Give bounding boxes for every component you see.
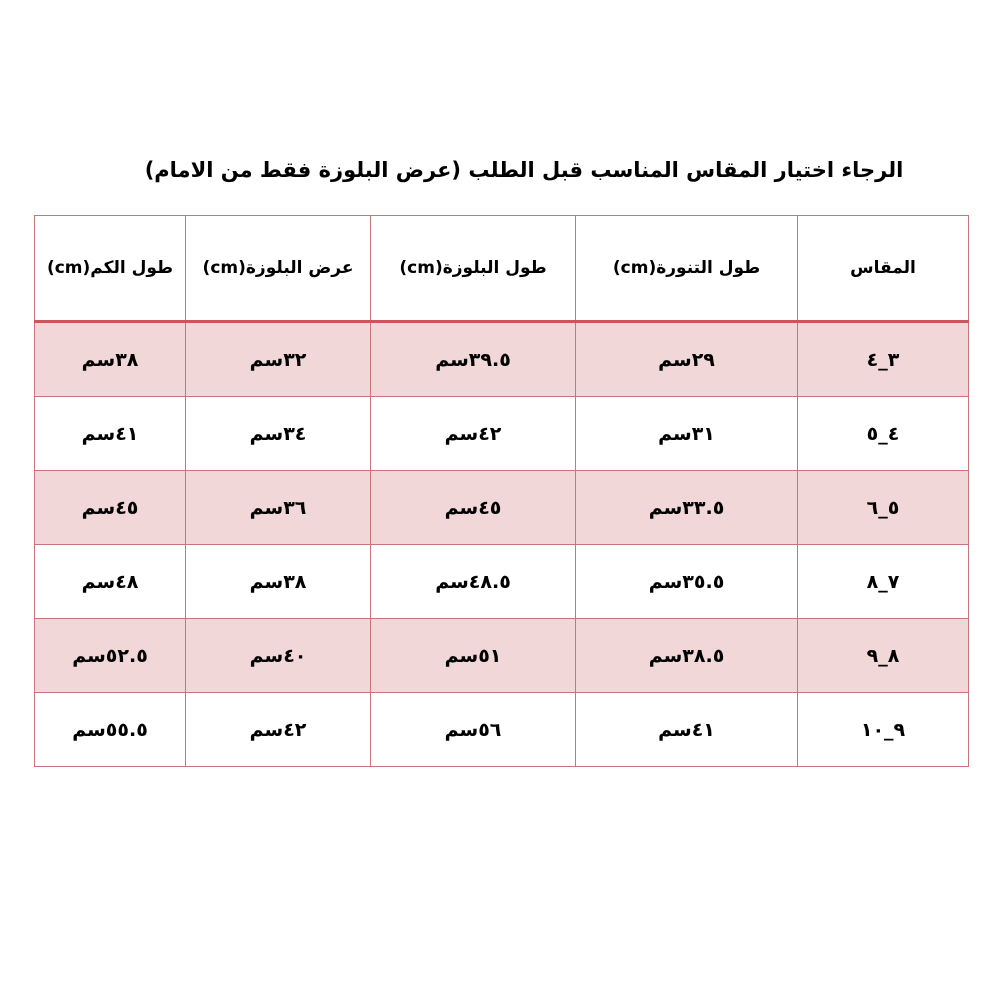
skirt-length-cell: ٣١سم xyxy=(576,397,798,471)
sleeve-length-cell: ٤٥سم xyxy=(35,471,186,545)
blouse-length-cell: ٤٥سم xyxy=(371,471,576,545)
blouse-width-cell: ٤٢سم xyxy=(186,693,371,767)
header-row xyxy=(35,216,969,322)
sleeve-length-cell: ٥٥.٥سم xyxy=(35,693,186,767)
sleeve-length-cell: ٣٨سم xyxy=(35,322,186,397)
header-blouse-length: طول البلوزة(cm) xyxy=(371,216,576,322)
page-title: الرجاء اختيار المقاس المناسب قبل الطلب (عرض البلوزة فقط من الامام) xyxy=(144,158,904,182)
table-row xyxy=(35,397,969,471)
skirt-length-cell: ٢٩سم xyxy=(576,322,798,397)
table-row xyxy=(35,619,969,693)
table-row xyxy=(35,322,969,397)
skirt-length-cell: ٣٣.٥سم xyxy=(576,471,798,545)
skirt-length-cell: ٣٨.٥سم xyxy=(576,619,798,693)
blouse-length-cell: ٥٦سم xyxy=(371,693,576,767)
header-blouse-width: عرض البلوزة(cm) xyxy=(186,216,371,322)
table-header xyxy=(35,216,969,322)
sleeve-length-cell: ٤١سم xyxy=(35,397,186,471)
header-skirt-length: طول التنورة(cm) xyxy=(576,216,798,322)
blouse-width-cell: ٤٠سم xyxy=(186,619,371,693)
header-size: المقاس xyxy=(798,216,969,322)
size-cell: ٥_٦ xyxy=(798,471,969,545)
table-row xyxy=(35,471,969,545)
sleeve-length-cell: ٥٢.٥سم xyxy=(35,619,186,693)
blouse-width-cell: ٣٤سم xyxy=(186,397,371,471)
size-chart-table xyxy=(34,215,969,767)
blouse-length-cell: ٤٨.٥سم xyxy=(371,545,576,619)
blouse-width-cell: ٣٢سم xyxy=(186,322,371,397)
table-row xyxy=(35,545,969,619)
blouse-length-cell: ٣٩.٥سم xyxy=(371,322,576,397)
skirt-length-cell: ٤١سم xyxy=(576,693,798,767)
size-cell: ٤_٥ xyxy=(798,397,969,471)
size-cell: ٨_٩ xyxy=(798,619,969,693)
table-row xyxy=(35,693,969,767)
blouse-width-cell: ٣٦سم xyxy=(186,471,371,545)
size-cell: ٩_١٠ xyxy=(798,693,969,767)
size-cell: ٧_٨ xyxy=(798,545,969,619)
header-sleeve-length: طول الكم(cm) xyxy=(35,216,186,322)
blouse-width-cell: ٣٨سم xyxy=(186,545,371,619)
skirt-length-cell: ٣٥.٥سم xyxy=(576,545,798,619)
blouse-length-cell: ٥١سم xyxy=(371,619,576,693)
size-cell: ٣_٤ xyxy=(798,322,969,397)
table-body xyxy=(35,322,969,767)
blouse-length-cell: ٤٢سم xyxy=(371,397,576,471)
sleeve-length-cell: ٤٨سم xyxy=(35,545,186,619)
